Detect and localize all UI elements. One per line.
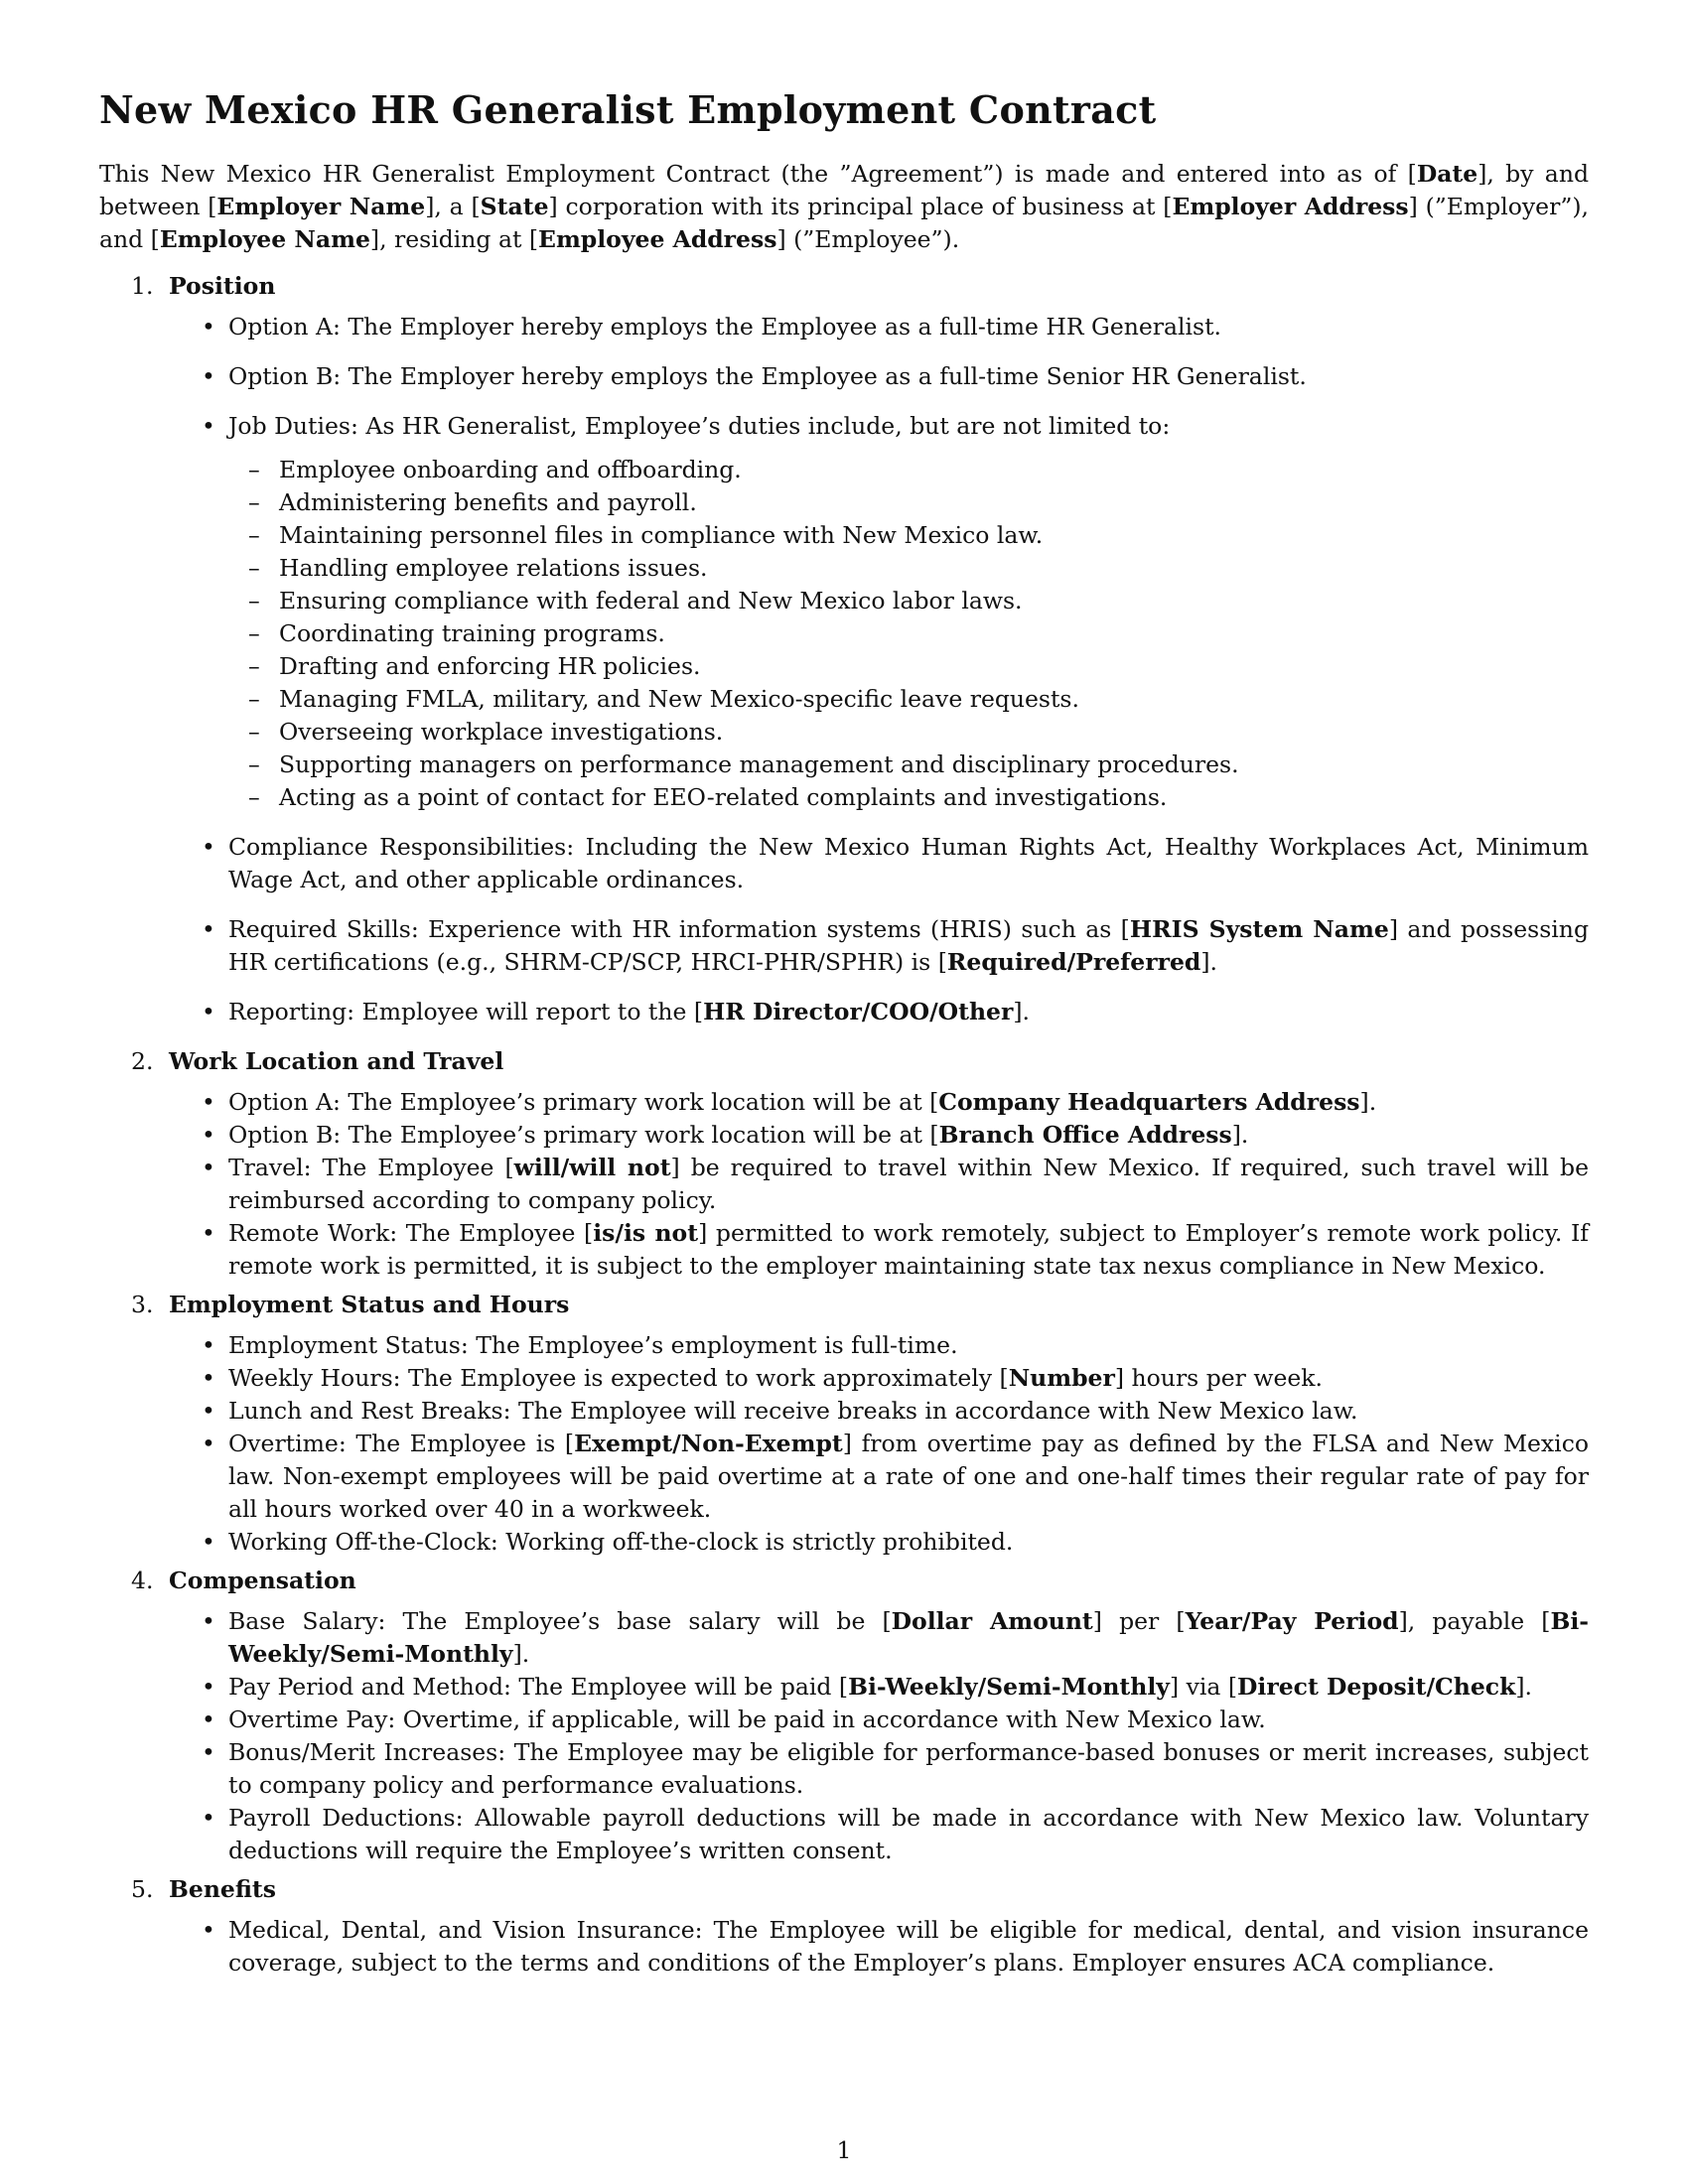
placeholder-hris-system: HRIS System Name [1129, 915, 1389, 943]
location-text: Option A: The Employee’s primary work location will be at [ [228, 1088, 939, 1116]
bullet-compliance: • Compliance Responsibilities: Including the New Mexico Human Rights Act, Healthy Workplaces Act, Minimum Wage Act, and other applicable ordinances. [99, 831, 1589, 896]
benefits-bullets [99, 1914, 1589, 1979]
placeholder-year-pay-period: Year/Pay Period [1185, 1607, 1399, 1635]
placeholder-employee-address: Employee Address [538, 225, 777, 253]
salary-text: ]. [512, 1640, 530, 1668]
location-text: Option B: The Employee’s primary work location will be at [ [228, 1121, 939, 1149]
bullet-option-b: • Option B: The Employer hereby employs the Employee as a full-time Senior HR Generalist. [99, 360, 1589, 393]
placeholder-number: Number [1008, 1364, 1115, 1392]
work-location-bullets [99, 1086, 1589, 1283]
intro-text: ] (”Employer”), and [ [99, 193, 1589, 253]
section-number: 3. [131, 1291, 154, 1318]
skills-text: Required Skills: Experience with HR information systems (HRIS) such as [ [228, 915, 1130, 943]
reporting-text: Reporting: Employee will report to the [ [228, 998, 704, 1025]
bullet-off-the-clock: • Working Off-the-Clock: Working off-the-clock is strictly prohibited. [99, 1526, 1589, 1559]
duty-item: – Coordinating training programs. [99, 617, 1589, 650]
bullet-travel [99, 1152, 1589, 1217]
salary-text: Base Salary: The Employee’s base salary will be [ [228, 1607, 892, 1635]
hours-text: ] hours per week. [1114, 1364, 1324, 1392]
document-title: New Mexico HR Generalist Employment Contract [99, 87, 1157, 132]
intro-text: This New Mexico HR Generalist Employment Contract (the ”Agreement”) is made and entered into as of [ [99, 160, 1417, 188]
intro-text: ] (”Employee”). [776, 225, 960, 253]
section-heading [99, 1045, 1589, 1078]
placeholder-exempt: Exempt/Non-Exempt [574, 1430, 843, 1457]
duty-item: – Maintaining personnel files in compliance with New Mexico law. [99, 519, 1589, 552]
overtime-text: ] from overtime pay as defined by the FLSA and New Mexico law. Non-exempt employees will be paid overtime at a rate of one and one-half times their regular rate of pay for all hours worked over 40 in a workweek. [228, 1430, 1590, 1523]
section-title: Compensation [169, 1567, 356, 1594]
salary-text: ], payable [ [1398, 1607, 1551, 1635]
job-duties-list [99, 454, 1589, 814]
bullet-overtime-pay: • Overtime Pay: Overtime, if applicable, will be paid in accordance with New Mexico law. [99, 1704, 1589, 1736]
section-title: Position [169, 272, 276, 300]
bullet-location-option-a [99, 1086, 1589, 1119]
bullet-reporting [99, 996, 1589, 1028]
section-title: Employment Status and Hours [169, 1291, 570, 1318]
travel-text: Travel: The Employee [ [228, 1154, 514, 1181]
placeholder-employer-name: Employer Name [216, 193, 426, 220]
duty-item: – Supporting managers on performance management and disciplinary procedures. [99, 749, 1589, 781]
duty-item: – Employee onboarding and offboarding. [99, 454, 1589, 486]
section-heading [99, 270, 1589, 303]
bullet-remote-work [99, 1217, 1589, 1283]
section-list [99, 270, 1589, 1979]
section-number: 5. [131, 1875, 154, 1903]
bullet-pay-period-method [99, 1671, 1589, 1704]
placeholder-dollar-amount: Dollar Amount [891, 1607, 1093, 1635]
location-text: ]. [1231, 1121, 1249, 1149]
placeholder-pay-frequency: Bi-Weekly/Semi-Monthly [848, 1673, 1170, 1701]
bullet-base-salary [99, 1605, 1589, 1671]
contract-page [99, 87, 1589, 1985]
duty-item: – Ensuring compliance with federal and New Mexico labor laws. [99, 585, 1589, 617]
section-title: Benefits [169, 1875, 277, 1903]
bullet-weekly-hours [99, 1362, 1589, 1395]
reporting-text: ]. [1013, 998, 1031, 1025]
hours-text: Weekly Hours: The Employee is expected to work approximately [ [228, 1364, 1009, 1392]
remote-text: Remote Work: The Employee [ [228, 1219, 594, 1247]
placeholder-reporting-to: HR Director/COO/Other [703, 998, 1014, 1025]
salary-text: ] per [ [1092, 1607, 1186, 1635]
duty-item: – Administering benefits and payroll. [99, 486, 1589, 519]
pay-text: Pay Period and Method: The Employee will be paid [ [228, 1673, 849, 1701]
placeholder-state: State [480, 193, 549, 220]
position-bullets [99, 311, 1589, 443]
placeholder-is-is-not: is/is not [593, 1219, 699, 1247]
bullet-option-a: • Option A: The Employer hereby employs the Employee as a full-time HR Generalist. [99, 311, 1589, 343]
overtime-text: Overtime: The Employee is [ [228, 1430, 575, 1457]
duty-item: – Handling employee relations issues. [99, 552, 1589, 585]
section-benefits [99, 1873, 1589, 1979]
intro-text: ], residing at [ [369, 225, 539, 253]
bullet-job-duties: • Job Duties: As HR Generalist, Employee’s duties include, but are not limited to: [99, 410, 1589, 443]
intro-text: ], a [ [425, 193, 481, 220]
bullet-insurance: • Medical, Dental, and Vision Insurance: The Employee will be eligible for medical, dental, and vision insurance coverage, subject to the terms and conditions of the Employer’s plans. Employer ensures ACA compliance. [99, 1914, 1589, 1979]
location-text: ]. [1359, 1088, 1377, 1116]
pay-text: ] via [ [1169, 1673, 1238, 1701]
position-bullets-2 [99, 831, 1589, 1028]
bullet-breaks: • Lunch and Rest Breaks: The Employee will receive breaks in accordance with New Mexico law. [99, 1395, 1589, 1428]
section-heading [99, 1565, 1589, 1597]
section-number: 1. [131, 272, 154, 300]
section-title: Work Location and Travel [169, 1047, 504, 1075]
section-employment-status [99, 1289, 1589, 1559]
compensation-bullets [99, 1605, 1589, 1867]
intro-paragraph [99, 158, 1589, 256]
section-compensation [99, 1565, 1589, 1867]
section-position [99, 270, 1589, 1028]
bullet-overtime [99, 1428, 1589, 1526]
placeholder-headquarters-address: Company Headquarters Address [938, 1088, 1360, 1116]
duty-item: – Drafting and enforcing HR policies. [99, 650, 1589, 683]
duty-item: – Acting as a point of contact for EEO-related complaints and investigations. [99, 781, 1589, 814]
intro-text: ], by and between [ [99, 160, 1589, 220]
remote-text: ] permitted to work remotely, subject to Employer’s remote work policy. If remote work is permitted, it is subject to the employer maintaining state tax nexus compliance in New Mexico. [228, 1219, 1589, 1280]
placeholder-required-preferred: Required/Preferred [946, 948, 1201, 976]
duty-item: – Managing FMLA, military, and New Mexico-specific leave requests. [99, 683, 1589, 716]
pay-text: ]. [1515, 1673, 1533, 1701]
skills-text: ] and possessing HR certifications (e.g., SHRM-CP/SCP, HRCI-PHR/SPHR) is [ [228, 915, 1589, 976]
travel-text: ] be required to travel within New Mexico. If required, such travel will be reimbursed according to company policy. [228, 1154, 1589, 1214]
section-heading [99, 1289, 1589, 1321]
bullet-location-option-b [99, 1119, 1589, 1152]
section-number: 4. [131, 1567, 154, 1594]
placeholder-pay-frequency: Bi-Weekly/Semi-Monthly [228, 1607, 1590, 1668]
section-work-location [99, 1045, 1589, 1283]
bullet-bonus: • Bonus/Merit Increases: The Employee may be eligible for performance-based bonuses or merit increases, subject to company policy and performance evaluations. [99, 1736, 1589, 1802]
intro-text: ] corporation with its principal place of business at [ [548, 193, 1173, 220]
placeholder-employer-address: Employer Address [1172, 193, 1409, 220]
placeholder-pay-method: Direct Deposit/Check [1237, 1673, 1516, 1701]
placeholder-date: Date [1416, 160, 1478, 188]
duty-item: – Overseeing workplace investigations. [99, 716, 1589, 749]
bullet-payroll-deductions: • Payroll Deductions: Allowable payroll deductions will be made in accordance with New Mexico law. Voluntary deductions will require the Employee’s written consent. [99, 1802, 1589, 1867]
placeholder-branch-address: Branch Office Address [938, 1121, 1232, 1149]
placeholder-employee-name: Employee Name [159, 225, 370, 253]
bullet-required-skills [99, 913, 1589, 979]
page-number: 1 [836, 2136, 852, 2164]
placeholder-will-will-not: will/will not [513, 1154, 671, 1181]
bullet-employment-status: • Employment Status: The Employee’s employment is full-time. [99, 1329, 1589, 1362]
skills-text: ]. [1200, 948, 1217, 976]
section-number: 2. [131, 1047, 154, 1075]
employment-status-bullets [99, 1329, 1589, 1559]
section-heading [99, 1873, 1589, 1906]
